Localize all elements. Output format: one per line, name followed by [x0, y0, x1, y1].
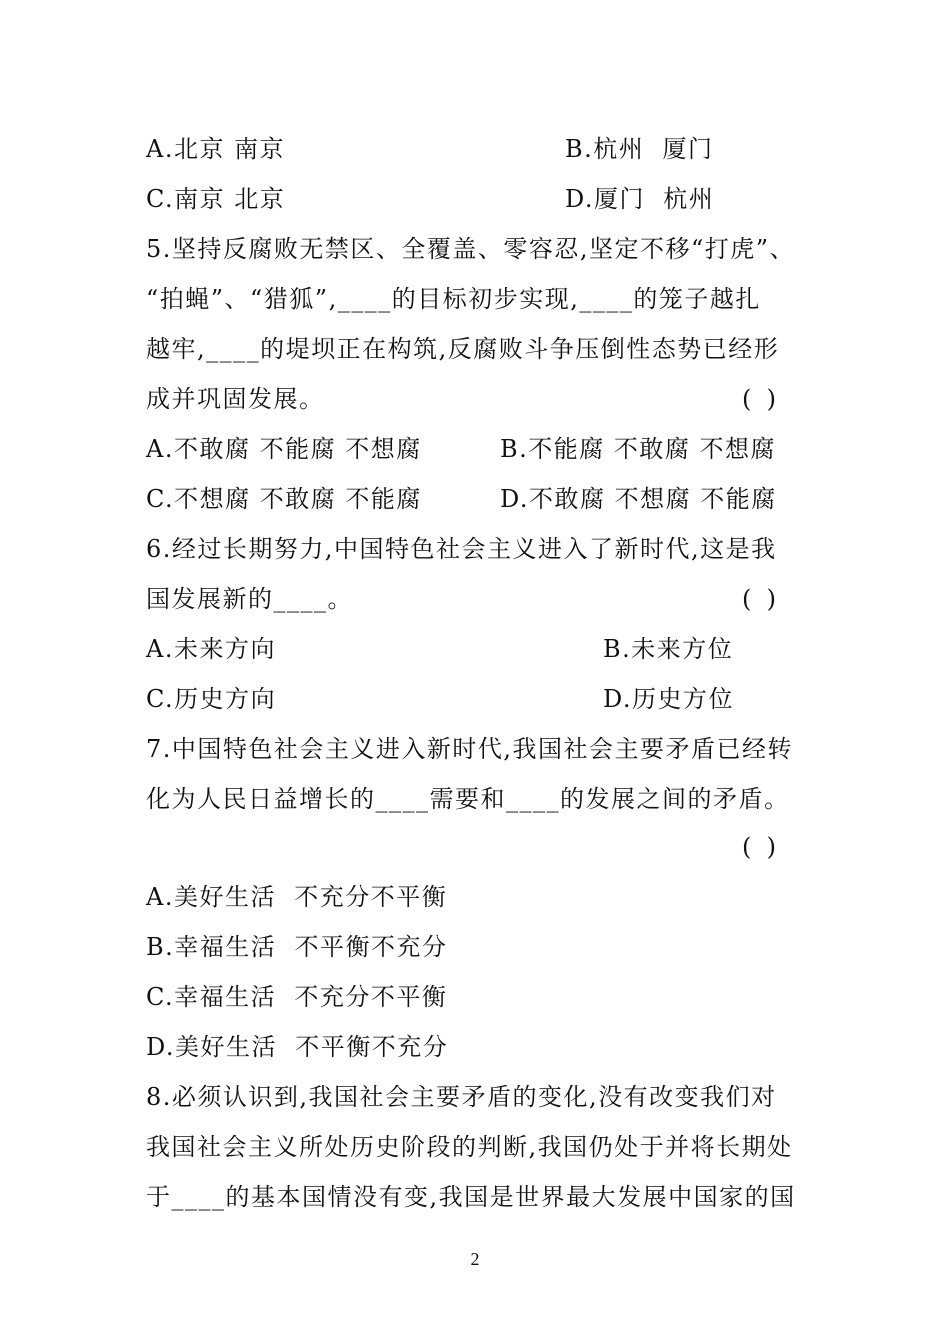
q8-stem-line-3: 于____的基本国情没有变,我国是世界最大发展中国家的国: [146, 1183, 796, 1211]
q5-option-c: C.不想腐 不敢腐 不能腐: [146, 485, 422, 513]
q7-answer-blank: ( ): [742, 833, 776, 861]
q6-answer-blank: ( ): [742, 585, 776, 613]
q5-stem-line-2: “拍蝇”、“猎狐”,____的目标初步实现,____的笼子越扎: [146, 285, 761, 313]
q5-stem-line-4: 成并巩固发展。: [146, 385, 325, 413]
q7-stem-line-2: 化为人民日益增长的____需要和____的发展之间的矛盾。: [146, 785, 790, 813]
q4-option-c: C.南京 北京: [146, 185, 286, 213]
q5-option-a: A.不敢腐 不能腐 不想腐: [146, 435, 422, 463]
q6-option-d: D.历史方位: [603, 685, 735, 713]
q6-option-a: A.未来方向: [146, 635, 276, 663]
q5-stem-line-3: 越牢,____的堤坝正在构筑,反腐败斗争压倒性态势已经形: [146, 335, 780, 363]
q8-stem-line-1: 8.必须认识到,我国社会主要矛盾的变化,没有改变我们对: [146, 1083, 777, 1111]
q4-option-d: D.厦门 杭州: [565, 185, 715, 213]
q4-option-a: A.北京 南京: [146, 135, 286, 163]
q4-option-b: B.杭州 厦门: [565, 135, 714, 163]
q7-stem-line-1: 7.中国特色社会主义进入新时代,我国社会主要矛盾已经转: [146, 735, 794, 763]
q5-answer-blank: ( ): [742, 385, 776, 413]
page-number: 2: [470, 1249, 480, 1269]
q5-option-d: D.不敢腐 不想腐 不能腐: [500, 485, 777, 513]
q6-option-b: B.未来方位: [603, 635, 734, 663]
q7-option-b: B.幸福生活 不平衡不充分: [146, 933, 448, 961]
q8-stem-line-2: 我国社会主义所处历史阶段的判断,我国仍处于并将长期处: [146, 1133, 793, 1161]
q6-option-c: C.历史方向: [146, 685, 277, 713]
q5-stem-line-1: 5.坚持反腐败无禁区、全覆盖、零容忍,坚定不移“打虎”、: [146, 235, 796, 263]
q7-option-d: D.美好生活 不平衡不充分: [146, 1033, 449, 1061]
q5-option-b: B.不能腐 不敢腐 不想腐: [500, 435, 777, 463]
q7-option-c: C.幸福生活 不充分不平衡: [146, 983, 448, 1011]
q7-option-a: A.美好生活 不充分不平衡: [146, 883, 448, 911]
q6-stem-line-2: 国发展新的____。: [146, 585, 353, 613]
q6-stem-line-1: 6.经过长期努力,中国特色社会主义进入了新时代,这是我: [146, 535, 777, 563]
